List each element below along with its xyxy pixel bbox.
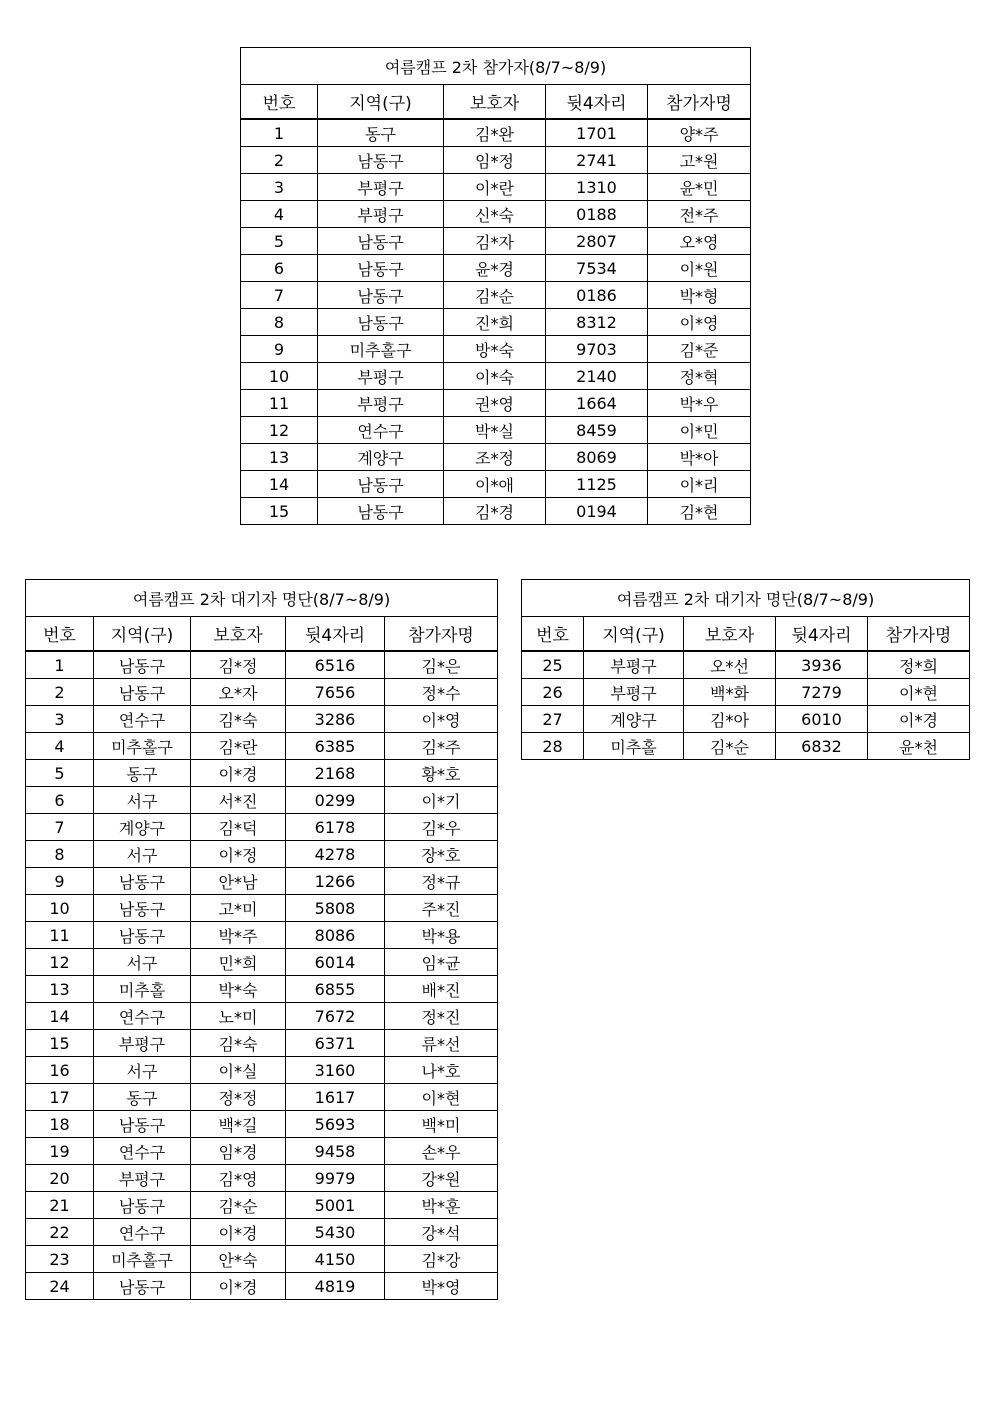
phone-last4-cell: 9703	[546, 336, 648, 363]
table-row	[26, 1084, 498, 1111]
table-row	[26, 733, 498, 760]
column-header: 번호	[241, 85, 318, 120]
column-header: 뒷4자리	[286, 617, 385, 652]
table-row	[26, 1030, 498, 1057]
guardian-cell: 정*정	[191, 1084, 286, 1111]
participant-name-cell: 이*영	[648, 309, 751, 336]
phone-last4-cell: 3936	[776, 651, 868, 679]
table-row	[26, 1057, 498, 1084]
row-number: 20	[26, 1165, 94, 1192]
guardian-cell: 김*정	[191, 651, 286, 679]
participant-name-cell: 이*현	[868, 679, 970, 706]
guardian-cell: 김*순	[684, 733, 776, 760]
column-header: 참가자명	[385, 617, 498, 652]
guardian-cell: 민*희	[191, 949, 286, 976]
participant-name-cell: 박*형	[648, 282, 751, 309]
row-number: 14	[26, 1003, 94, 1030]
table-row	[241, 444, 751, 471]
region-cell: 남동구	[94, 922, 191, 949]
row-number: 19	[26, 1138, 94, 1165]
guardian-cell: 진*희	[444, 309, 546, 336]
column-header: 뒷4자리	[546, 85, 648, 120]
region-cell: 남동구	[318, 471, 444, 498]
guardian-cell: 권*영	[444, 390, 546, 417]
guardian-cell: 김*순	[444, 282, 546, 309]
region-cell: 서구	[94, 841, 191, 868]
phone-last4-cell: 6832	[776, 733, 868, 760]
column-header: 보호자	[191, 617, 286, 652]
region-cell: 남동구	[318, 228, 444, 255]
row-number: 17	[26, 1084, 94, 1111]
participant-name-cell: 김*은	[385, 651, 498, 679]
participant-name-cell: 백*미	[385, 1111, 498, 1138]
phone-last4-cell: 6010	[776, 706, 868, 733]
table-title: 여름캠프 2차 대기자 명단(8/7~8/9)	[26, 580, 498, 617]
region-cell: 미추홀구	[318, 336, 444, 363]
participant-name-cell: 김*강	[385, 1246, 498, 1273]
table-row	[26, 651, 498, 679]
participant-name-cell: 정*진	[385, 1003, 498, 1030]
phone-last4-cell: 7656	[286, 679, 385, 706]
row-number: 12	[241, 417, 318, 444]
participant-name-cell: 김*주	[385, 733, 498, 760]
table-row	[26, 1003, 498, 1030]
row-number: 3	[241, 174, 318, 201]
phone-last4-cell: 2807	[546, 228, 648, 255]
column-header: 보호자	[684, 617, 776, 652]
row-number: 24	[26, 1273, 94, 1300]
region-cell: 부평구	[94, 1030, 191, 1057]
table-row	[26, 1273, 498, 1300]
table-row	[26, 841, 498, 868]
participant-name-cell: 배*진	[385, 976, 498, 1003]
participant-name-cell: 나*호	[385, 1057, 498, 1084]
region-cell: 남동구	[94, 895, 191, 922]
phone-last4-cell: 5808	[286, 895, 385, 922]
participant-name-cell: 박*용	[385, 922, 498, 949]
participant-name-cell: 정*수	[385, 679, 498, 706]
guardian-cell: 신*숙	[444, 201, 546, 228]
table-row	[241, 201, 751, 228]
phone-last4-cell: 7534	[546, 255, 648, 282]
region-cell: 계양구	[318, 444, 444, 471]
table-row	[241, 390, 751, 417]
phone-last4-cell: 8312	[546, 309, 648, 336]
participant-name-cell: 손*우	[385, 1138, 498, 1165]
region-cell: 남동구	[94, 1273, 191, 1300]
row-number: 8	[26, 841, 94, 868]
table-row	[26, 1165, 498, 1192]
row-number: 9	[241, 336, 318, 363]
row-number: 21	[26, 1192, 94, 1219]
table-row	[26, 895, 498, 922]
row-number: 9	[26, 868, 94, 895]
guardian-cell: 김*영	[191, 1165, 286, 1192]
phone-last4-cell: 1310	[546, 174, 648, 201]
row-number: 15	[241, 498, 318, 525]
table-row	[241, 119, 751, 147]
participant-name-cell: 주*진	[385, 895, 498, 922]
guardian-cell: 김*완	[444, 119, 546, 147]
phone-last4-cell: 9979	[286, 1165, 385, 1192]
region-cell: 연수구	[94, 1003, 191, 1030]
phone-last4-cell: 5693	[286, 1111, 385, 1138]
phone-last4-cell: 3160	[286, 1057, 385, 1084]
region-cell: 연수구	[318, 417, 444, 444]
participant-name-cell: 이*현	[385, 1084, 498, 1111]
participant-name-cell: 박*영	[385, 1273, 498, 1300]
row-number: 11	[26, 922, 94, 949]
phone-last4-cell: 6385	[286, 733, 385, 760]
row-number: 28	[522, 733, 584, 760]
guardian-cell: 안*남	[191, 868, 286, 895]
participant-name-cell: 이*원	[648, 255, 751, 282]
region-cell: 계양구	[94, 814, 191, 841]
region-cell: 남동구	[318, 147, 444, 174]
participant-name-cell: 정*혁	[648, 363, 751, 390]
table-row	[241, 174, 751, 201]
table-row	[241, 498, 751, 525]
guardian-cell: 이*애	[444, 471, 546, 498]
guardian-cell: 백*화	[684, 679, 776, 706]
phone-last4-cell: 0299	[286, 787, 385, 814]
guardian-cell: 이*정	[191, 841, 286, 868]
row-number: 8	[241, 309, 318, 336]
phone-last4-cell: 6855	[286, 976, 385, 1003]
participant-name-cell: 정*희	[868, 651, 970, 679]
column-header: 보호자	[444, 85, 546, 120]
guardian-cell: 박*실	[444, 417, 546, 444]
row-number: 25	[522, 651, 584, 679]
table-row	[26, 1111, 498, 1138]
participant-name-cell: 박*우	[648, 390, 751, 417]
table-row	[522, 706, 970, 733]
participant-name-cell: 오*영	[648, 228, 751, 255]
row-number: 13	[26, 976, 94, 1003]
table-row	[522, 651, 970, 679]
region-cell: 부평구	[584, 679, 684, 706]
row-number: 6	[26, 787, 94, 814]
region-cell: 서구	[94, 949, 191, 976]
table-row	[26, 787, 498, 814]
region-cell: 부평구	[318, 363, 444, 390]
guardian-cell: 안*숙	[191, 1246, 286, 1273]
region-cell: 연수구	[94, 706, 191, 733]
participant-name-cell: 강*원	[385, 1165, 498, 1192]
table-row	[26, 706, 498, 733]
region-cell: 부평구	[318, 201, 444, 228]
phone-last4-cell: 8086	[286, 922, 385, 949]
row-number: 26	[522, 679, 584, 706]
participant-name-cell: 이*기	[385, 787, 498, 814]
guardian-cell: 이*실	[191, 1057, 286, 1084]
guardian-cell: 김*란	[191, 733, 286, 760]
participant-name-cell: 황*호	[385, 760, 498, 787]
participant-name-cell: 이*영	[385, 706, 498, 733]
phone-last4-cell: 0188	[546, 201, 648, 228]
guardian-cell: 이*숙	[444, 363, 546, 390]
phone-last4-cell: 8069	[546, 444, 648, 471]
column-header: 참가자명	[648, 85, 751, 120]
column-header: 번호	[26, 617, 94, 652]
guardian-cell: 김*숙	[191, 706, 286, 733]
participant-name-cell: 이*경	[868, 706, 970, 733]
table-row	[241, 471, 751, 498]
column-header: 지역(구)	[318, 85, 444, 120]
participant-name-cell: 김*우	[385, 814, 498, 841]
guardian-cell: 윤*경	[444, 255, 546, 282]
guardian-cell: 김*순	[191, 1192, 286, 1219]
region-cell: 미추홀	[584, 733, 684, 760]
row-number: 11	[241, 390, 318, 417]
region-cell: 미추홀구	[94, 1246, 191, 1273]
phone-last4-cell: 7279	[776, 679, 868, 706]
region-cell: 남동구	[318, 498, 444, 525]
participant-name-cell: 윤*민	[648, 174, 751, 201]
table-row	[241, 309, 751, 336]
table-row	[241, 336, 751, 363]
phone-last4-cell: 0194	[546, 498, 648, 525]
guardian-cell: 방*숙	[444, 336, 546, 363]
guardian-cell: 김*덕	[191, 814, 286, 841]
row-number: 4	[26, 733, 94, 760]
table-row	[26, 922, 498, 949]
region-cell: 서구	[94, 1057, 191, 1084]
table-row	[26, 976, 498, 1003]
row-number: 5	[241, 228, 318, 255]
guardian-cell: 조*정	[444, 444, 546, 471]
waitlist-table-left	[25, 579, 498, 1300]
row-number: 6	[241, 255, 318, 282]
participant-name-cell: 임*균	[385, 949, 498, 976]
row-number: 2	[241, 147, 318, 174]
table-row	[241, 282, 751, 309]
guardian-cell: 서*진	[191, 787, 286, 814]
phone-last4-cell: 4819	[286, 1273, 385, 1300]
phone-last4-cell: 7672	[286, 1003, 385, 1030]
table-row	[241, 417, 751, 444]
row-number: 1	[26, 651, 94, 679]
phone-last4-cell: 1701	[546, 119, 648, 147]
row-number: 23	[26, 1246, 94, 1273]
column-header: 지역(구)	[584, 617, 684, 652]
phone-last4-cell: 2741	[546, 147, 648, 174]
region-cell: 서구	[94, 787, 191, 814]
region-cell: 부평구	[584, 651, 684, 679]
row-number: 5	[26, 760, 94, 787]
guardian-cell: 임*경	[191, 1138, 286, 1165]
phone-last4-cell: 6371	[286, 1030, 385, 1057]
region-cell: 미추홀	[94, 976, 191, 1003]
participant-name-cell: 정*규	[385, 868, 498, 895]
phone-last4-cell: 1664	[546, 390, 648, 417]
participant-name-cell: 이*민	[648, 417, 751, 444]
region-cell: 계양구	[584, 706, 684, 733]
phone-last4-cell: 6516	[286, 651, 385, 679]
phone-last4-cell: 2168	[286, 760, 385, 787]
guardian-cell: 이*란	[444, 174, 546, 201]
row-number: 4	[241, 201, 318, 228]
phone-last4-cell: 1125	[546, 471, 648, 498]
phone-last4-cell: 8459	[546, 417, 648, 444]
column-header: 지역(구)	[94, 617, 191, 652]
waitlist-table-right	[521, 579, 970, 760]
guardian-cell: 오*선	[684, 651, 776, 679]
participant-name-cell: 장*호	[385, 841, 498, 868]
row-number: 2	[26, 679, 94, 706]
table-row	[241, 228, 751, 255]
phone-last4-cell: 6178	[286, 814, 385, 841]
table-row	[26, 1219, 498, 1246]
guardian-cell: 이*경	[191, 760, 286, 787]
participant-name-cell: 김*준	[648, 336, 751, 363]
column-header: 뒷4자리	[776, 617, 868, 652]
table-row	[522, 733, 970, 760]
table-row	[26, 679, 498, 706]
participant-name-cell: 양*주	[648, 119, 751, 147]
region-cell: 남동구	[94, 679, 191, 706]
phone-last4-cell: 4150	[286, 1246, 385, 1273]
phone-last4-cell: 2140	[546, 363, 648, 390]
region-cell: 남동구	[318, 282, 444, 309]
region-cell: 동구	[318, 119, 444, 147]
region-cell: 동구	[94, 760, 191, 787]
row-number: 22	[26, 1219, 94, 1246]
row-number: 15	[26, 1030, 94, 1057]
region-cell: 부평구	[318, 390, 444, 417]
phone-last4-cell: 0186	[546, 282, 648, 309]
guardian-cell: 오*자	[191, 679, 286, 706]
region-cell: 남동구	[318, 255, 444, 282]
row-number: 10	[241, 363, 318, 390]
region-cell: 연수구	[94, 1138, 191, 1165]
guardian-cell: 김*경	[444, 498, 546, 525]
table-title: 여름캠프 2차 대기자 명단(8/7~8/9)	[522, 580, 970, 617]
guardian-cell: 김*자	[444, 228, 546, 255]
phone-last4-cell: 1617	[286, 1084, 385, 1111]
region-cell: 남동구	[94, 651, 191, 679]
row-number: 7	[26, 814, 94, 841]
participant-name-cell: 고*원	[648, 147, 751, 174]
phone-last4-cell: 5430	[286, 1219, 385, 1246]
region-cell: 남동구	[94, 868, 191, 895]
participant-name-cell: 김*현	[648, 498, 751, 525]
region-cell: 남동구	[94, 1192, 191, 1219]
row-number: 10	[26, 895, 94, 922]
table-row	[26, 760, 498, 787]
participant-name-cell: 전*주	[648, 201, 751, 228]
row-number: 12	[26, 949, 94, 976]
guardian-cell: 김*숙	[191, 1030, 286, 1057]
phone-last4-cell: 1266	[286, 868, 385, 895]
region-cell: 남동구	[94, 1111, 191, 1138]
row-number: 3	[26, 706, 94, 733]
row-number: 1	[241, 119, 318, 147]
row-number: 7	[241, 282, 318, 309]
table-row	[26, 1138, 498, 1165]
table-row	[26, 868, 498, 895]
table-row	[26, 949, 498, 976]
region-cell: 부평구	[318, 174, 444, 201]
table-row	[241, 255, 751, 282]
column-header: 참가자명	[868, 617, 970, 652]
guardian-cell: 고*미	[191, 895, 286, 922]
phone-last4-cell: 4278	[286, 841, 385, 868]
guardian-cell: 김*아	[684, 706, 776, 733]
guardian-cell: 임*정	[444, 147, 546, 174]
participant-name-cell: 박*아	[648, 444, 751, 471]
phone-last4-cell: 5001	[286, 1192, 385, 1219]
column-header: 번호	[522, 617, 584, 652]
region-cell: 부평구	[94, 1165, 191, 1192]
table-row	[522, 679, 970, 706]
guardian-cell: 박*주	[191, 922, 286, 949]
participant-name-cell: 박*훈	[385, 1192, 498, 1219]
region-cell: 동구	[94, 1084, 191, 1111]
table-title: 여름캠프 2차 참가자(8/7~8/9)	[241, 48, 751, 85]
guardian-cell: 이*경	[191, 1219, 286, 1246]
participant-name-cell: 이*리	[648, 471, 751, 498]
phone-last4-cell: 9458	[286, 1138, 385, 1165]
table-row	[241, 363, 751, 390]
phone-last4-cell: 6014	[286, 949, 385, 976]
guardian-cell: 박*숙	[191, 976, 286, 1003]
participant-name-cell: 윤*천	[868, 733, 970, 760]
table-row	[241, 147, 751, 174]
table-row	[26, 1192, 498, 1219]
row-number: 14	[241, 471, 318, 498]
guardian-cell: 이*경	[191, 1273, 286, 1300]
participants-table	[240, 47, 751, 525]
table-row	[26, 1246, 498, 1273]
row-number: 18	[26, 1111, 94, 1138]
guardian-cell: 노*미	[191, 1003, 286, 1030]
row-number: 16	[26, 1057, 94, 1084]
row-number: 27	[522, 706, 584, 733]
table-row	[26, 814, 498, 841]
participant-name-cell: 강*석	[385, 1219, 498, 1246]
guardian-cell: 백*길	[191, 1111, 286, 1138]
region-cell: 연수구	[94, 1219, 191, 1246]
participant-name-cell: 류*선	[385, 1030, 498, 1057]
region-cell: 미추홀구	[94, 733, 191, 760]
region-cell: 남동구	[318, 309, 444, 336]
row-number: 13	[241, 444, 318, 471]
phone-last4-cell: 3286	[286, 706, 385, 733]
